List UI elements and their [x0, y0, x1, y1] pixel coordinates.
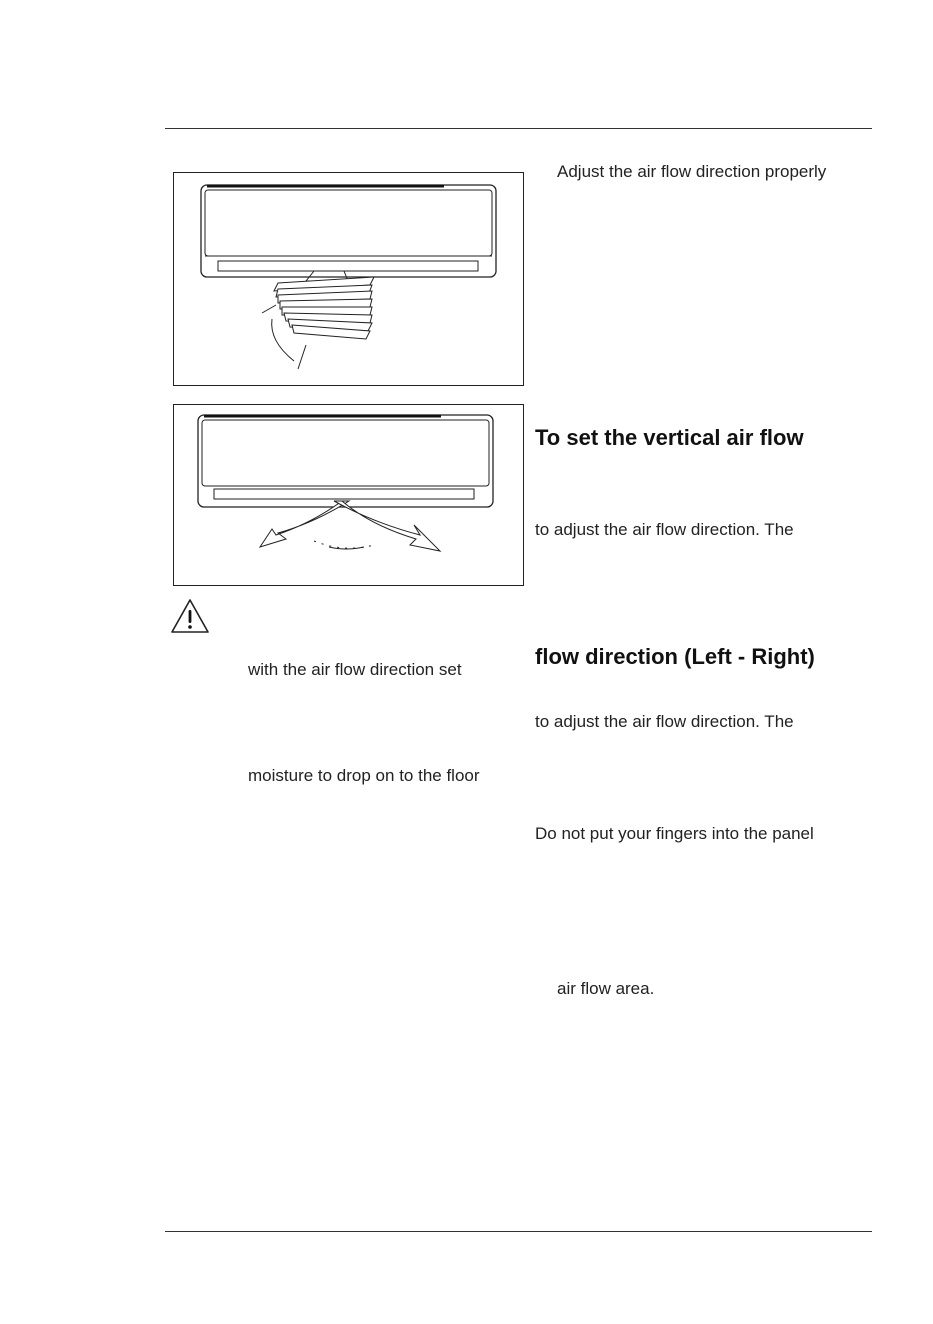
horizontal-airflow-text: to adjust the air flow direction. The — [535, 712, 794, 731]
airflow-area-text: air flow area. — [557, 979, 655, 998]
vertical-airflow-heading: To set the vertical air flow — [535, 425, 804, 450]
adjust-airflow-text: Adjust the air flow direction properly — [557, 162, 827, 181]
footer-rule — [165, 1231, 872, 1232]
header-rule — [165, 128, 872, 129]
caution-text-line1: with the air flow direction set — [248, 660, 462, 679]
horizontal-airflow-heading: flow direction (Left - Right) — [535, 644, 815, 669]
figure-vertical-airflow — [173, 172, 524, 386]
figure-horizontal-airflow — [173, 404, 524, 586]
fingers-warning-text: Do not put your fingers into the panel — [535, 824, 814, 843]
warning-triangle-icon — [170, 598, 210, 634]
caution-text-line2: moisture to drop on to the floor — [248, 766, 480, 785]
vertical-airflow-text: to adjust the air flow direction. The — [535, 520, 794, 539]
